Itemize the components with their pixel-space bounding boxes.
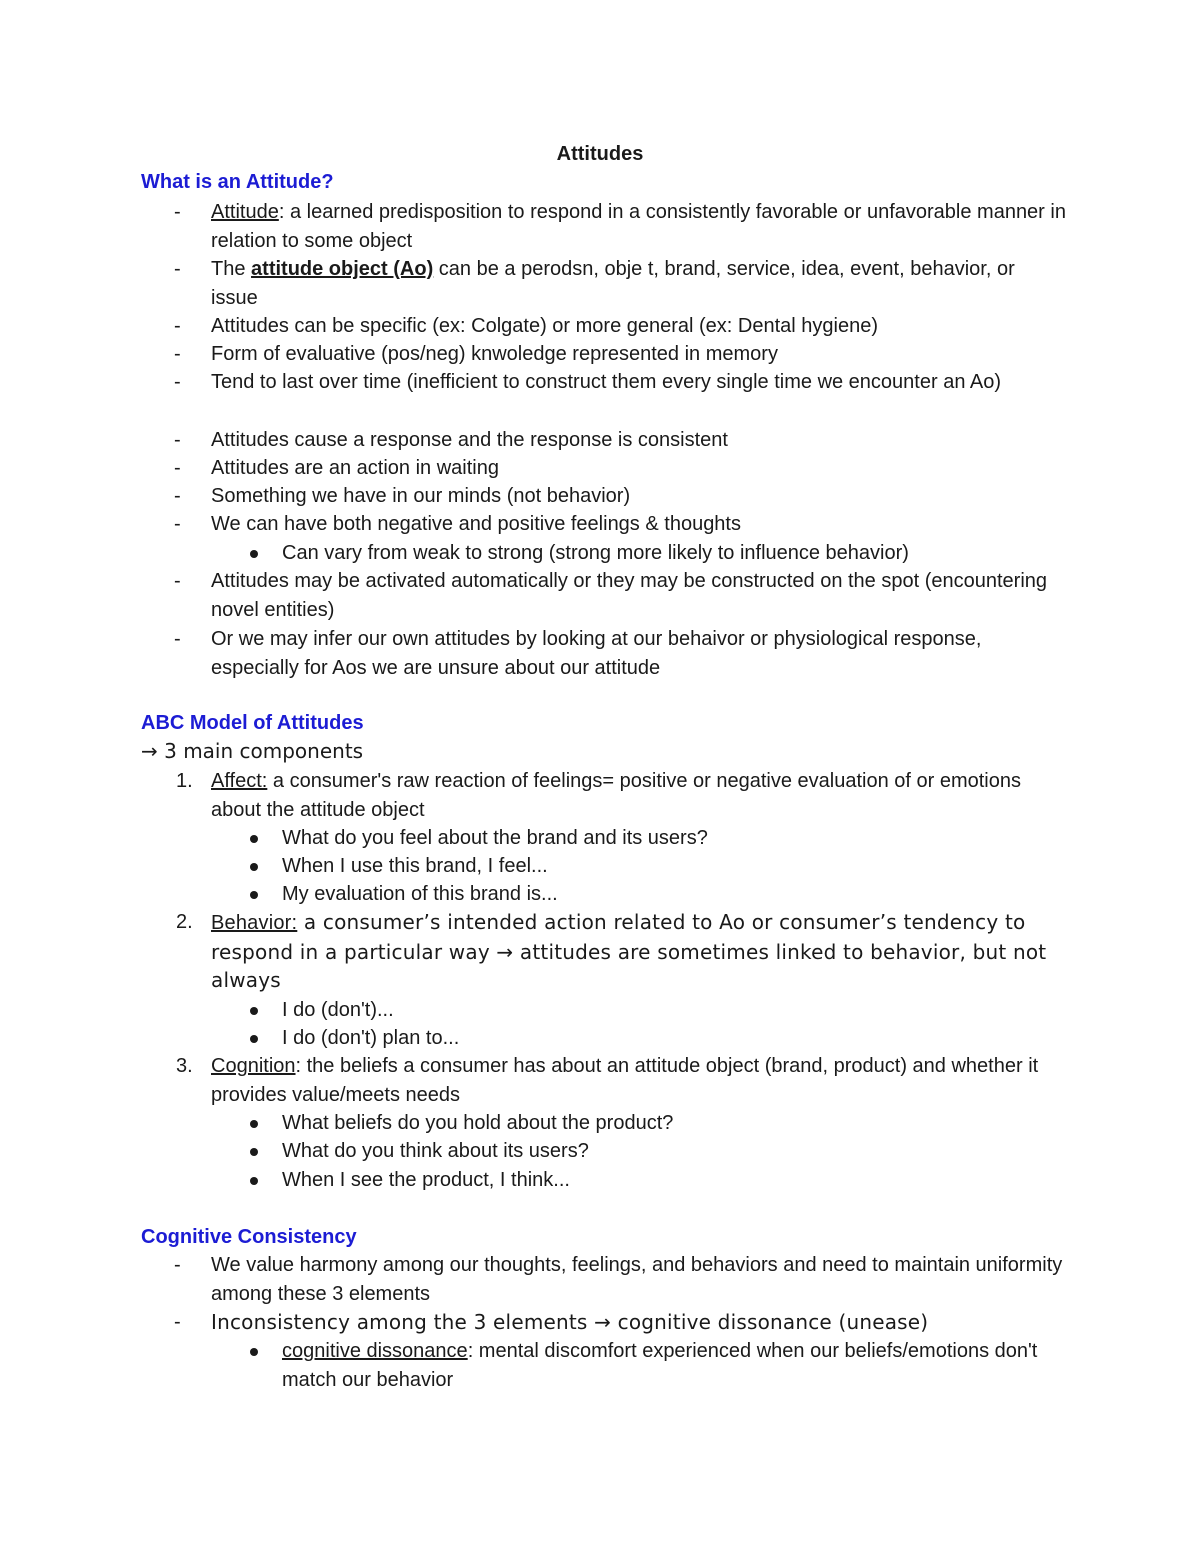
- bullet-icon: [250, 891, 258, 899]
- dash-marker: -: [174, 201, 181, 223]
- section-heading-what-is-attitude: What is an Attitude?: [141, 171, 334, 193]
- term-cognitive-dissonance: cognitive dissonance: [282, 1340, 468, 1362]
- term-attitude-object: attitude object (Ao): [251, 258, 434, 280]
- dash-marker: -: [174, 343, 181, 365]
- dash-marker: -: [174, 315, 181, 337]
- dash-marker: -: [174, 1311, 181, 1333]
- item-number: 1.: [176, 770, 193, 792]
- section-heading-cognitive-consistency: Cognitive Consistency: [141, 1226, 357, 1248]
- document-page: Attitudes What is an Attitude? - Attitude: a learned predisposition to respond in a consistently favorable or unfavorable manner in relation to some object - The attitude object (Ao) can be a perodsn, obje t, brand, service, idea, event, behavior, or issue - Attitudes can be specific (ex: Colgate) or more general (ex: Dental hygiene) - Form of evaluative (pos/neg) knwoledge represented in memory - Tend to last over time (inefficient to construct them every single time we encounter an Ao) - Attitudes cause a response and the response is consistent - Attitudes are an action in waiting - Something we have in our minds (not behavior) - We can have both negative and positive feelings & thoughts Can vary from weak to strong (strong more likely to influence behavior) - Attitudes may be activated automatically or they may be constructed on the spot (encountering novel entities) - Or we may infer our own attitudes by looking at our behaivor or physiological response, especially for Aos we are unsure about our attitude ABC Model of Attitudes → 3 main components 1. Affect: a consumer's raw reaction of feelings= positive or negative evaluation of or emotions about the attitude object What do you feel about the brand and its users? When I use this brand, I feel... My evaluation of this brand is... 2. Behavior: a consumer’s intended action related to Ao or consumer’s tendency to respond in a particular way → attitudes are sometimes linked to behavior, but not always I do (don't)... I do (don't) plan to... 3. Cognition: the beliefs a consumer has about an attitude object (brand, product) and whether it provides value/meets needs What beliefs do you hold about the product? What do you think about its users? When I see the product, I think... Cognitive Consistency - We value harmony among our thoughts, feelings, and behaviors and need to maintain uniformity among these 3 elements - Inconsistency among the 3 elements → cognitive dissonance (unease) cognitive dissonance: mental discomfort experienced when our beliefs/emotions don't match our behavior: [0, 0, 1200, 1553]
- dash-marker: -: [174, 429, 181, 451]
- dash-marker: -: [174, 457, 181, 479]
- bullet-icon: [250, 1348, 258, 1356]
- item-number: 3.: [176, 1055, 193, 1077]
- dash-marker: -: [174, 628, 181, 650]
- term-affect: Affect:: [211, 770, 268, 792]
- bullet-icon: [250, 1007, 258, 1015]
- item-number: 2.: [176, 911, 193, 933]
- dash-marker: -: [174, 513, 181, 535]
- dash-marker: -: [174, 1254, 181, 1276]
- term-behavior: Behavior:: [211, 912, 298, 934]
- bullet-icon: [250, 1120, 258, 1128]
- dash-marker: -: [174, 258, 181, 280]
- dash-marker: -: [174, 371, 181, 393]
- page-title: Attitudes: [556, 143, 644, 165]
- section-heading-abc-model: ABC Model of Attitudes: [141, 712, 364, 734]
- bullet-icon: [250, 1035, 258, 1043]
- bullet-icon: [250, 550, 258, 558]
- dash-marker: -: [174, 570, 181, 592]
- term-cognition: Cognition: [211, 1055, 296, 1077]
- dash-marker: -: [174, 485, 181, 507]
- bullet-icon: [250, 1177, 258, 1185]
- bullet-icon: [250, 863, 258, 871]
- term-attitude: Attitude: [211, 201, 279, 223]
- bullet-icon: [250, 835, 258, 843]
- bullet-icon: [250, 1148, 258, 1156]
- section-subheading: → 3 main components: [141, 739, 364, 763]
